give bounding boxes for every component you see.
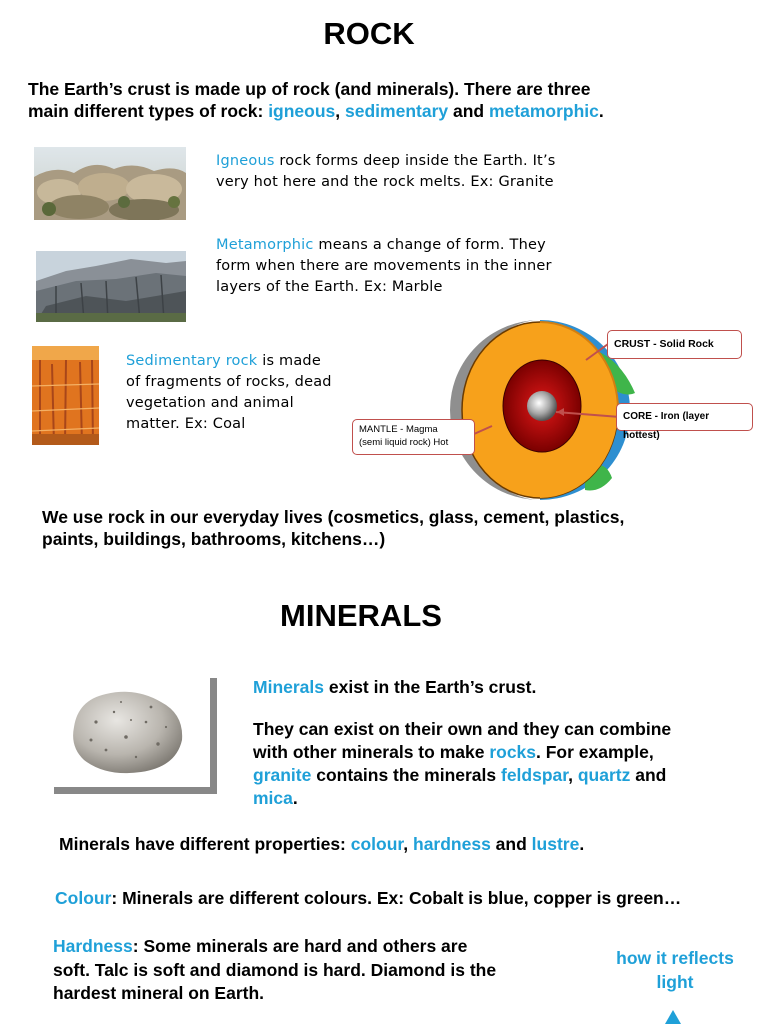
lustre-note [595,947,755,994]
metamorphic-line2: form when there are movements in the inner [216,258,552,274]
sedimentary-line3: vegetation and animal [126,395,294,411]
sedimentary-line4: matter. Ex: Coal [126,416,246,432]
sedimentary-line1 [126,351,366,372]
metamorphic-rock-photo [36,251,186,322]
combine-text-2: . For example, [536,742,654,762]
sedimentary-line2: of fragments of rocks, dead [126,374,332,390]
combine-and: and [630,765,667,785]
crust-callout: CRUST - Solid Rock [607,330,742,359]
granite-term: granite [253,765,312,785]
igneous-description [216,151,616,193]
arrow-up-icon [665,1010,681,1024]
igneous-line2: very hot here and the rock melts. Ex: Granite [216,174,554,190]
sedimentary-label: Sedimentary rock [126,353,258,369]
combine-period: . [292,788,298,808]
metamorphic-line3: layers of the Earth. Ex: Marble [216,279,443,295]
rock-uses-line1: We use rock in our everyday lives (cosmetics, glass, cement, plastics, [42,507,625,527]
core-callout: CORE - Iron (layer hottest) [616,403,753,431]
earth-layers-diagram [350,318,760,502]
mineral-properties [59,833,759,855]
sedimentary-description [126,351,366,435]
sedimentary-text: is made [257,353,321,369]
frame-shadow-bottom [54,787,217,794]
hardness-line1 [53,935,573,959]
rock-title: ROCK [323,16,415,51]
minerals-combine [253,718,753,810]
metamorphic-term: metamorphic [488,101,599,121]
metamorphic-text: means a change of form. They [313,237,546,253]
intro-and: and [448,101,489,121]
combine-text-3: contains the minerals [311,765,501,785]
mantle-callout [352,419,475,455]
metamorphic-description [216,235,616,298]
hardness-label: Hardness [53,936,133,956]
minerals-intro-text: exist in the Earth’s crust. [324,677,537,697]
colour-property [55,887,765,909]
intro-comma: , [335,101,346,121]
mantle-callout-line1: MANTLE - Magma [359,424,438,435]
rock-uses [42,506,752,550]
metamorphic-label: Metamorphic [216,237,314,253]
combine-line1: They can exist on their own and they can combine [253,719,672,739]
intro-text: main different types of rock: [28,101,269,121]
sedimentary-term: sedimentary [345,101,449,121]
colour-label: Colour [55,888,112,908]
lustre-term: lustre [531,834,580,854]
rock-intro [28,78,748,122]
rocks-term: rocks [489,742,537,762]
colour-text: : Minerals are different colours. Ex: Cobalt is blue, copper is green… [111,888,682,908]
mica-term: mica [253,788,293,808]
metamorphic-line1 [216,235,616,256]
hardness-line3: hardest mineral on Earth. [53,983,265,1003]
properties-text: Minerals have different properties: [59,834,351,854]
rock-uses-line2: paints, buildings, bathrooms, kitchens…) [42,529,386,549]
mantle-callout-line2: (semi liquid rock) Hot [359,437,449,448]
rock-intro-line2 [28,100,748,122]
mineral-photo-frame [54,678,219,795]
minerals-title: MINERALS [280,598,442,633]
quartz-term: quartz [577,765,631,785]
igneous-line1 [216,151,616,172]
combine-line2 [253,741,753,764]
feldspar-term: feldspar [501,765,569,785]
igneous-term: igneous [268,101,336,121]
sedimentary-rock-photo [32,346,99,445]
lustre-note-line1: how it reflects [616,948,734,968]
hardness-line2: soft. Talc is soft and diamond is hard. Diamond is the [53,959,497,980]
colour-term: colour [350,834,404,854]
combine-line3 [253,764,753,787]
igneous-rock-photo [34,147,186,220]
intro-period: . [598,101,604,121]
igneous-label: Igneous [216,153,275,169]
mineral-rock-photo [66,682,191,782]
hardness-term: hardness [413,834,491,854]
combine-line4 [253,787,753,810]
lustre-note-line2: light [656,971,694,992]
properties-and: and [490,834,532,854]
properties-period: . [579,834,585,854]
properties-comma: , [403,834,413,854]
frame-shadow-right [210,678,217,794]
minerals-intro [253,676,753,698]
hardness-property [53,935,573,1006]
igneous-text: rock forms deep inside the Earth. It’s [274,153,556,169]
minerals-term: Minerals [253,677,324,697]
rock-intro-line1: The Earth’s crust is made up of rock (and minerals). There are three [28,79,591,99]
combine-comma: , [568,765,578,785]
combine-text: with other minerals to make [253,742,490,762]
hardness-text: : Some minerals are hard and others are [132,936,468,956]
